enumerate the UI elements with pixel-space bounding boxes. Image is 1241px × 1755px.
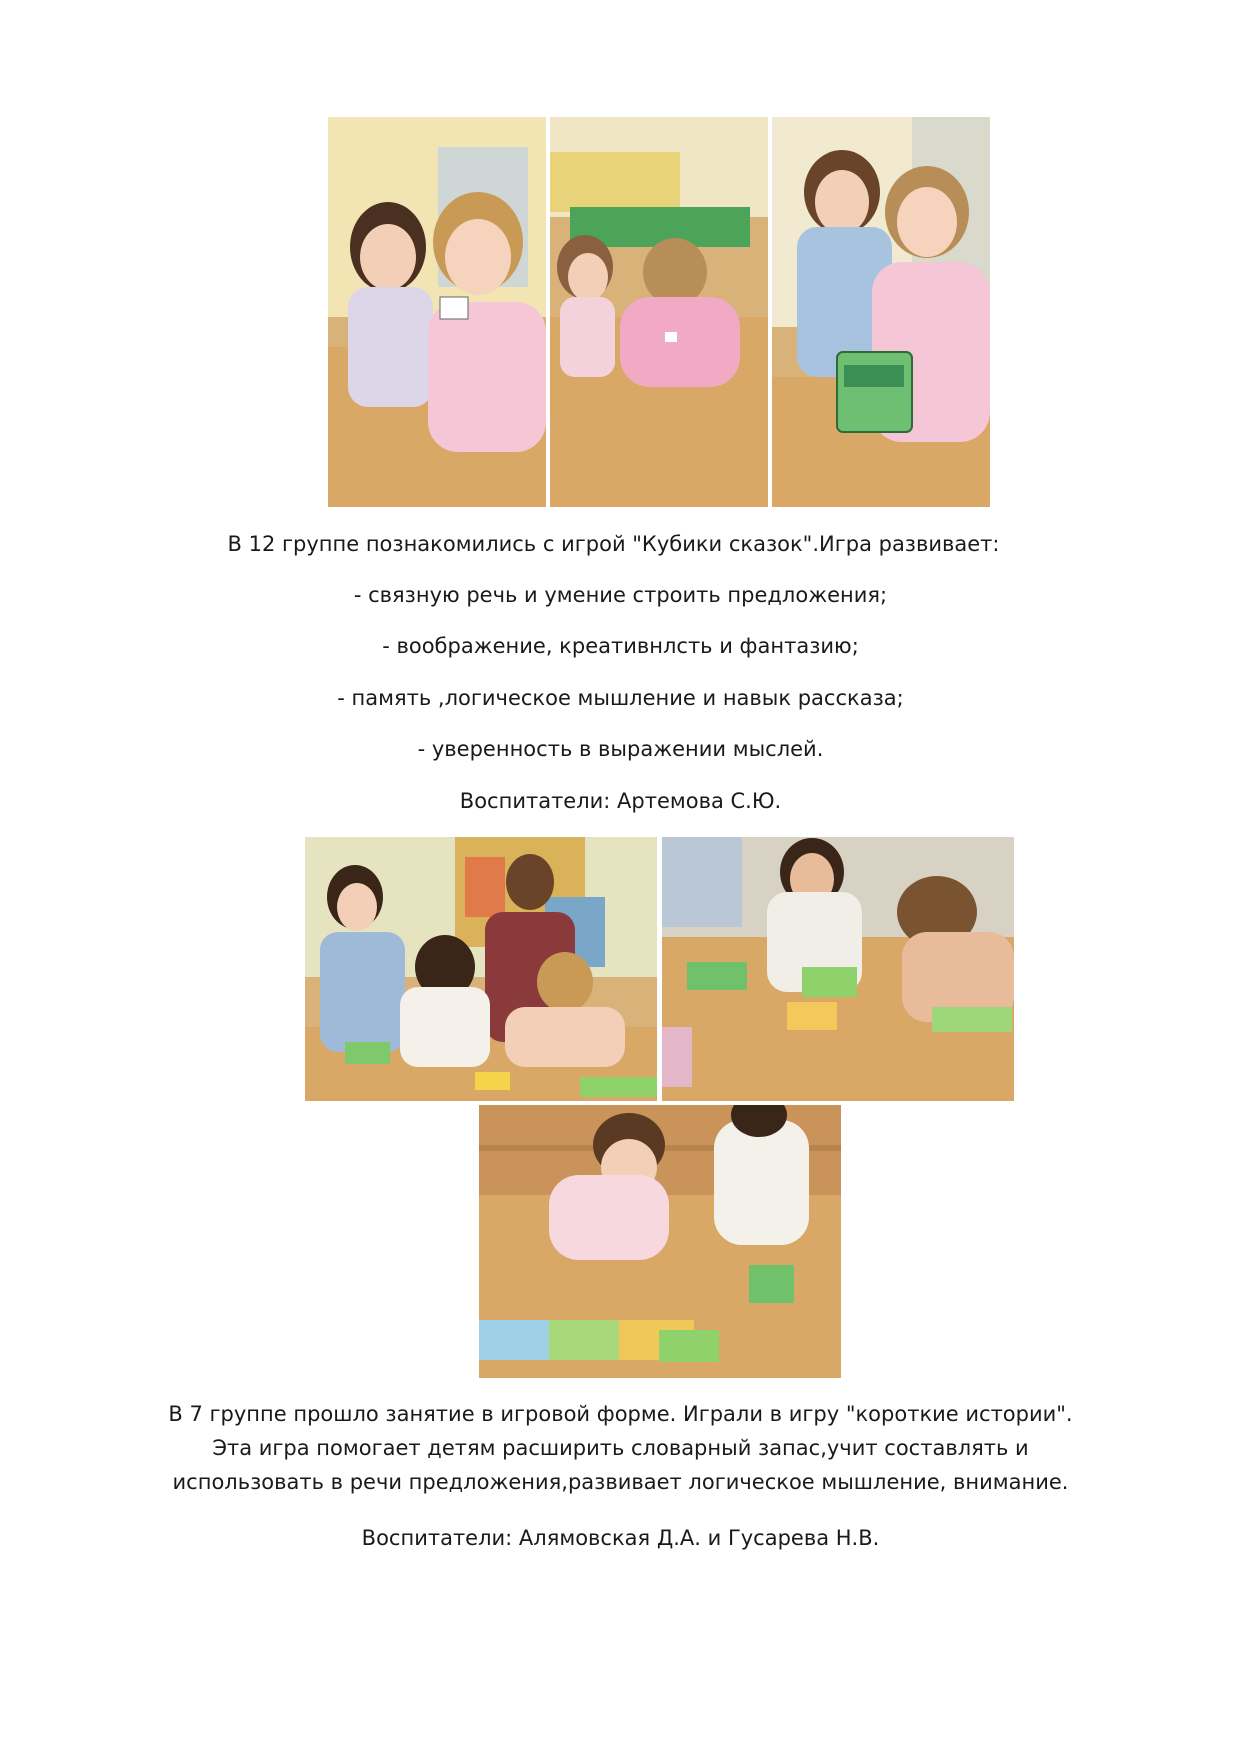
bullet-3: - память ,логическое мышление и навык рассказа; xyxy=(337,686,904,710)
section1-intro: В 12 группе познакомились с игрой "Кубики сказок".Игра развивает: xyxy=(227,532,1000,556)
photo-group-at-table xyxy=(305,837,657,1101)
bullet-1: - связную речь и умение строить предложения; xyxy=(353,583,888,607)
photo-girls-laying-cards xyxy=(662,837,1014,1101)
bullet-4: - уверенность в выражении мыслей. xyxy=(417,737,824,761)
photo-girls-playing-at-table xyxy=(550,117,768,507)
bullet-2: - воображение, креативнлсть и фантазию; xyxy=(382,634,859,658)
photo-girls-leaning-over-cards xyxy=(479,1105,841,1378)
section1-teachers: Воспитатели: Артемова С.Ю. xyxy=(459,789,782,813)
photo-girls-holding-cube xyxy=(328,117,546,507)
section2-teachers: Воспитатели: Алямовская Д.А. и Гусарева Н.В. xyxy=(361,1526,880,1550)
section2-text: В 7 группе прошло занятие в игровой форме. Играли в игру "короткие истории". Эта игра помогает детям расширить словарный запас,учит составлять и использовать в речи предложения,развивает логическое мышление, внимание. xyxy=(168,1402,1073,1494)
photo-girls-with-game-box xyxy=(772,117,990,507)
